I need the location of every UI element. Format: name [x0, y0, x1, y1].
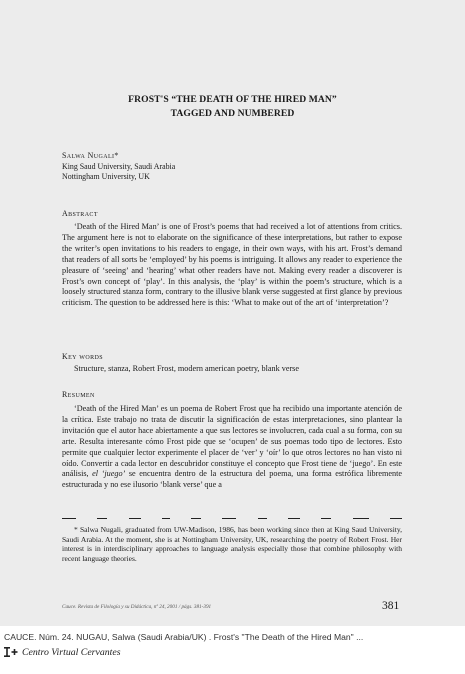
keywords-body	[62, 364, 402, 375]
resumen-text-part2: se encuentra dentro de la estructura del poema, una forma estrófica libremente estructurada y no ese ilusorio ‘blank verse’ que a	[62, 469, 402, 490]
resumen-heading: Resumen	[62, 390, 95, 399]
keywords-text: Structure, stanza, Robert Frost, modern american poetry, blank verse	[74, 364, 300, 373]
author-name: Salwa Nugali*	[62, 151, 119, 160]
resumen-text-part1: ‘Death of the Hired Man’ es un poema de Robert Frost que ha recibido una importante atención de la crítica. Este trabajo no trata de discutir la significación de estas interpretaciones, sino plantear la invitación que el autor hace abiertamente a que sus lectores se involucren, cada cual a su forma, con su arte. Resulta interesante cómo Frost pide que se ‘ocupen’ de sus poemas todo tipo de lectores. Esto permite que cualquier lector experimente el placer de ‘ver’ y ‘oír’ lo que otros lectores no han visto ni oído. Convertir a cada lector en descubridor constituye el concepto que Frost tiene de ‘juego’. En este análisis,	[62, 404, 402, 479]
footnote-separator	[62, 518, 402, 520]
resumen-body	[62, 404, 402, 491]
resumen-text	[62, 404, 402, 491]
journal-reference: Cauce. Revista de Filología y su Didáctica, nº 24, 2001 / págs. 381-391	[62, 604, 212, 610]
source-citation: CAUCE. Núm. 24. NUGAU, Salwa (Saudi Arabia/UK) . Frost's "The Death of the Hired Man" ...	[4, 632, 364, 642]
article-title-line1: FROST'S “THE DEATH OF THE HIRED MAN”	[128, 94, 337, 105]
abstract-heading: Abstract	[62, 209, 98, 218]
cvc-emblem-icon	[4, 646, 18, 658]
footnote-text: * Salwa Nugali, graduated from UW-Madison, 1986, has been working since then at King Saud University, Saudi Arabia. At the moment, she is at Nottingham University, UK, researching the poetry of Robert Frost. Her interest is in interdisciplinary approaches to language analysis especially those that combine philosophy with recent language theories.	[62, 525, 402, 563]
author-footnote	[62, 525, 402, 563]
article-title-line2: TAGGED AND NUMBERED	[170, 108, 295, 119]
cvc-logo	[4, 646, 121, 658]
abstract-text: ‘Death of the Hired Man’ is one of Frost’s poems that had received a lot of attentions from critics. The argument here is not to elaborate on the significance of these interpretations, but rather to expose the writer’s open invitations to his readers to engage, in their own ways, with his art. Frost’s demand that readers of all sorts be ‘employed’ by his poems is intriguing. It allows any reader to experience the pleasure of ‘seeing’ and ‘hearing’ what other readers have not. Making every reader a discoverer is Frost’s own concept of ‘play’. In this analysis, the ‘play’ is within the poem’s structure, which is a loosely structured stanza form, contrary to the illusive blank verse suggested at first glance by previous criticism. The question to be addressed here is this: ‘What to make out of the art of ‘interpretation’?	[62, 222, 402, 308]
resumen-emphasis: el ‘juego’	[92, 469, 126, 479]
affiliation-2: Nottingham University, UK	[62, 172, 150, 181]
page-number: 381	[382, 600, 400, 612]
affiliation-1: King Saud University, Saudi Arabia	[62, 162, 176, 171]
cvc-logo-text: Centro Virtual Cervantes	[22, 646, 121, 658]
keywords-heading: Key words	[62, 352, 103, 361]
abstract-body	[62, 222, 402, 309]
